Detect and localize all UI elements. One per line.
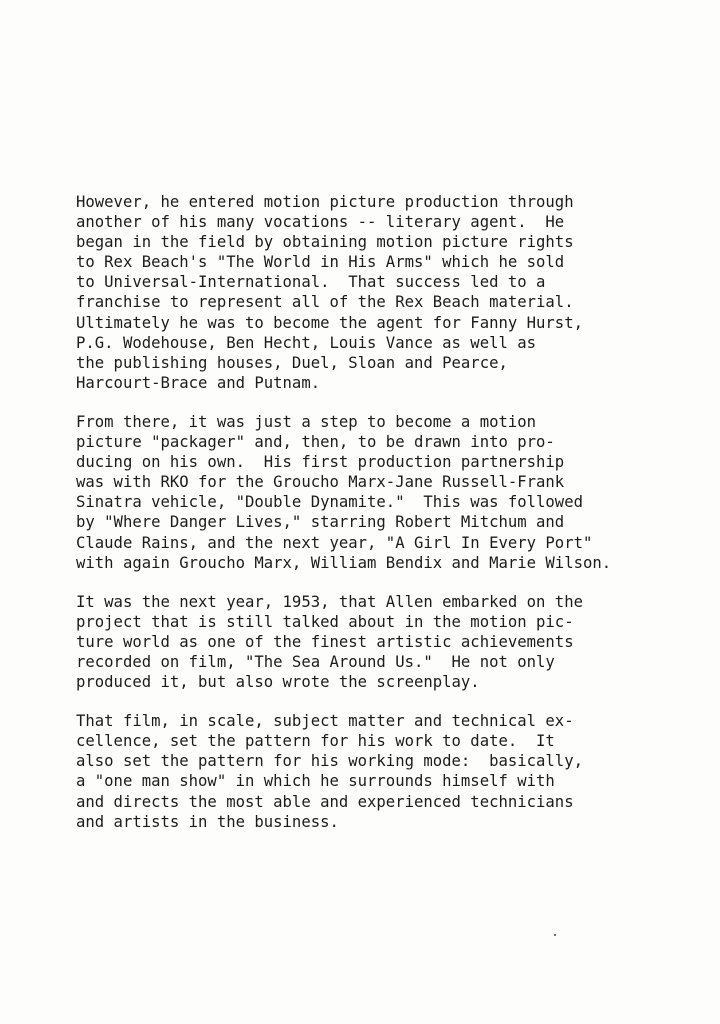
text-line: project that is still talked about in the motion pic- [76,612,574,631]
text-line: produced it, but also wrote the screenplay. [76,673,480,692]
paragraph-spacer [76,692,676,711]
paragraph-working-mode [76,711,676,832]
text-line: From there, it was just a step to become a motion [76,412,537,431]
text-line: with again Groucho Marx, William Bendix and Marie Wilson. [76,553,612,572]
text-line: was with RKO for the Groucho Marx-Jane Russell-Frank [76,473,565,492]
text-line: ture world as one of the finest artistic achievements [76,632,574,651]
text-line: Harcourt-Brace and Putnam. [76,373,321,392]
text-line: It was the next year, 1953, that Allen embarked on the [76,592,583,611]
text-line: ducing on his own. His first production partnership [76,453,565,472]
text-line: Ultimately he was to become the agent for Fanny Hurst, [76,313,583,332]
paragraph-packager [76,412,676,573]
paragraph-literary-agent [76,192,676,393]
text-line: another of his many vocations -- literary agent. He [76,213,565,232]
text-line: began in the field by obtaining motion picture rights [76,233,574,252]
text-line: and artists in the business. [76,812,339,831]
text-line: However, he entered motion picture production through [76,193,574,211]
text-line: Sinatra vehicle, "Double Dynamite." This was followed [76,493,583,512]
text-line: picture "packager" and, then, to be drawn into pro- [76,433,555,452]
paragraph-spacer [76,393,676,412]
document-body [76,192,676,832]
text-line: by "Where Danger Lives," starring Robert Mitchum and [76,513,565,532]
text-line: and directs the most able and experienced technicians [76,792,574,811]
text-line: the publishing houses, Duel, Sloan and Pearce, [76,353,508,372]
text-line: cellence, set the pattern for his work to date. It [76,732,555,751]
text-line: Claude Rains, and the next year, "A Girl In Every Port" [76,533,593,552]
text-line: recorded on film, "The Sea Around Us." He not only [76,652,555,671]
ink-speck [554,934,556,936]
text-line: a "one man show" in which he surrounds himself with [76,772,555,791]
text-line: to Rex Beach's "The World in His Arms" which he sold [76,253,565,272]
paragraph-sea-around-us [76,592,676,692]
text-line: also set the pattern for his working mode: basically, [76,752,583,771]
text-line: That film, in scale, subject matter and technical ex- [76,712,574,731]
text-line: to Universal-International. That success led to a [76,273,546,292]
text-line: P.G. Wodehouse, Ben Hecht, Louis Vance as well as [76,333,537,352]
text-line: franchise to represent all of the Rex Beach material. [76,293,574,312]
paragraph-spacer [76,573,676,592]
